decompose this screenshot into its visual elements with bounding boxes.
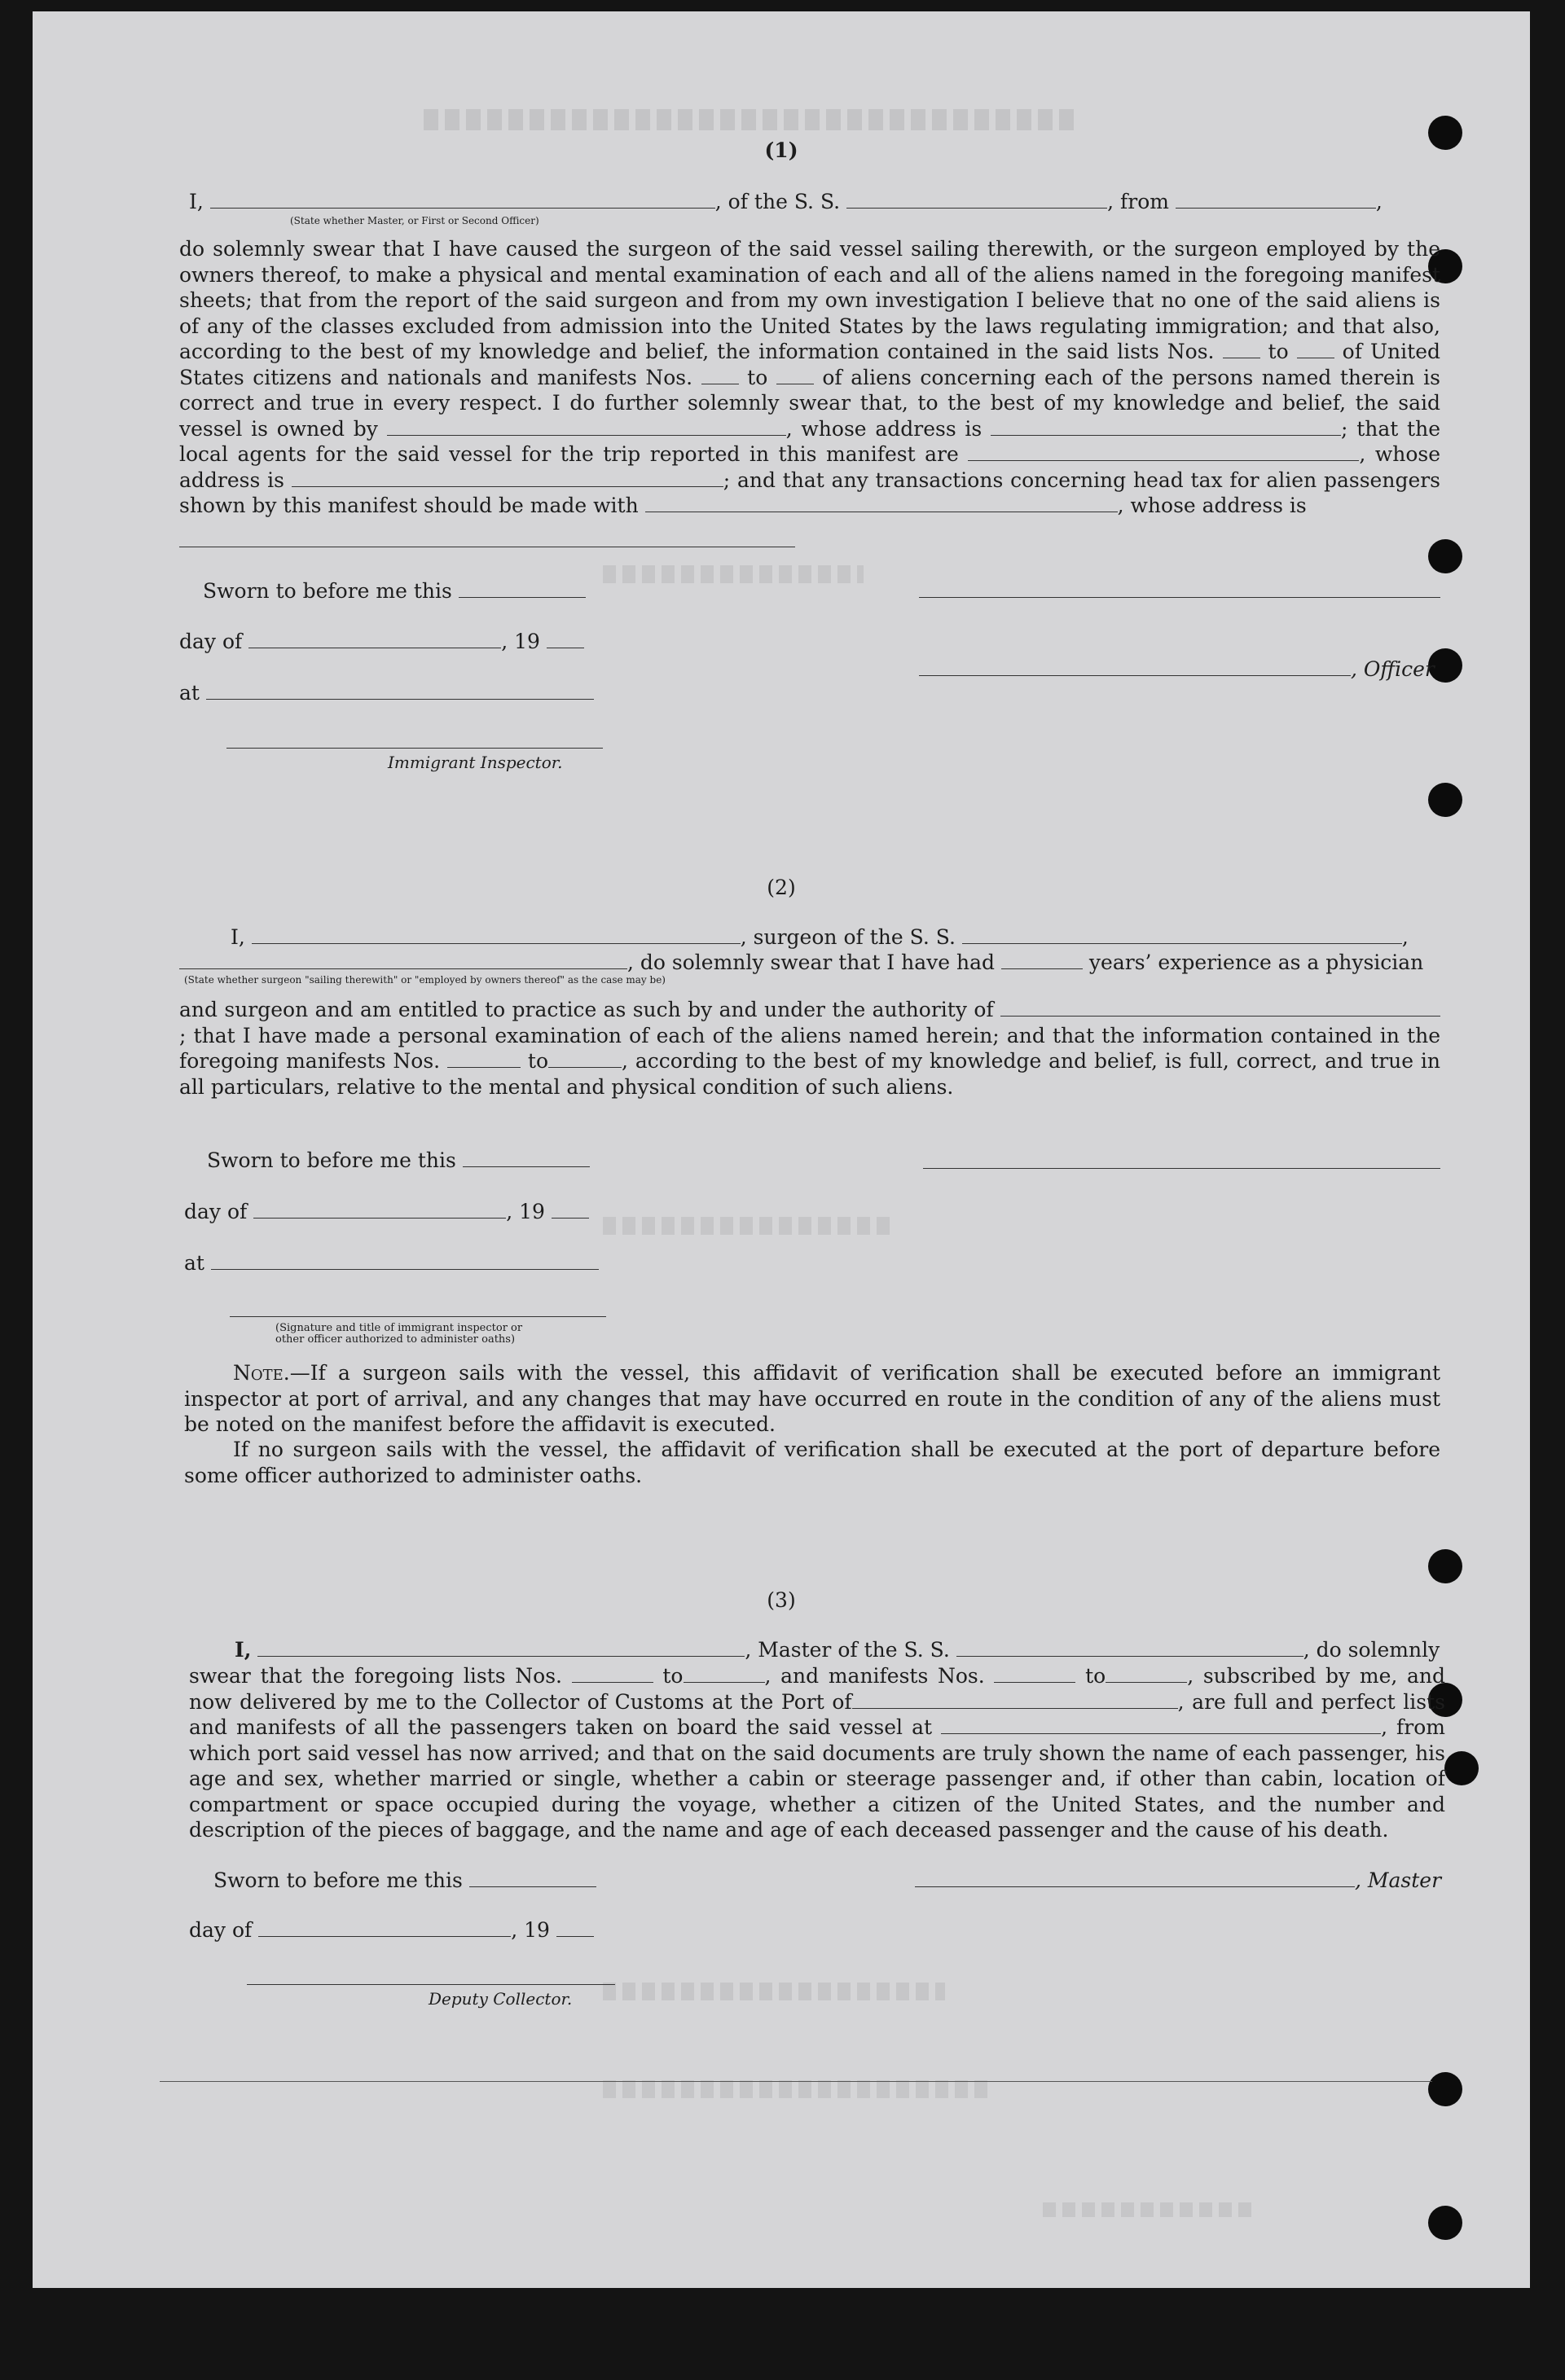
vessel-name-field[interactable] (846, 191, 1107, 209)
section-3-sworn: Sworn to before me this (213, 1868, 596, 1892)
form-page (33, 11, 1530, 2288)
signature-caption-line-1: (Signature and title of immigrant inspector or (275, 1322, 523, 1334)
inspector-signature-line[interactable] (226, 748, 603, 749)
section-2-heading: (2) (767, 876, 796, 899)
section-1-day-of: day of , 19 (179, 630, 584, 653)
section-1-line1: I, , of the S. S. , from , (189, 190, 1383, 213)
section-3-day-of: day of , 19 (189, 1918, 594, 1942)
officer-signature-line-1[interactable] (919, 597, 1440, 598)
alien-manifest-to-field[interactable] (776, 367, 814, 384)
bleed-through-text (603, 565, 864, 583)
officer-signature-field[interactable] (919, 659, 1351, 676)
master-signature-field[interactable] (915, 1870, 1355, 1887)
note-paragraph-2: If no surgeon sails with the vessel, the affidavit of verification shall be executed at the port of departure before some officer authorized to administer oaths. (184, 1438, 1440, 1487)
binder-hole (1428, 1549, 1462, 1583)
section-1-body: do solemnly swear that I have caused the surgeon of the said vessel sailing therewith, or the surgeon employed by the owners thereof, to make a physical and mental examination of each and all of the aliens named in the foregoing manifest sheets; that from the report of the said surgeon and from my own investigation I believe that no one of the said aliens is of any of the classes excluded from admission into the United States by the laws regulating immigration; and that also, according to the best of my knowledge and belief, the information contained in the said lists Nos. to of United States citizens and nationals and manifests Nos. to of aliens concerning each of the persons named therein is correct and true in every respect. I do further solemnly swear that, to the best of my knowledge and belief, the said vessel is owned by , whose address is ; that the local agents for the said vessel for the trip reported in this manifest are , whose address is ; and that any transactions concerning head tax for alien passengers shown by this manifest should be made with , whose address is (179, 237, 1441, 517)
surgeon-sworn-month-field[interactable] (253, 1201, 506, 1219)
section-2-day-of: day of , 19 (184, 1200, 589, 1223)
arrival-port-field[interactable] (852, 1692, 1178, 1709)
citizen-list-to-field[interactable] (1297, 341, 1334, 358)
deputy-collector-label: Deputy Collector. (429, 1989, 573, 2009)
section-1-heading: (1) (764, 138, 798, 162)
alien-manifest-from-field[interactable] (701, 367, 739, 384)
surgeon-vessel-field[interactable] (962, 927, 1402, 944)
deputy-collector-signature-line[interactable] (247, 1984, 615, 1985)
section-2-at: at (184, 1251, 599, 1275)
master-vessel-field[interactable] (956, 1640, 1303, 1657)
section-2-line2: , do solemnly swear that I have had years’ experience as a physician (179, 951, 1423, 974)
master-manifest-to-field[interactable] (1106, 1666, 1187, 1683)
signature-caption-line-2: other officer authorized to administer oaths) (275, 1333, 516, 1346)
section-2-body: and surgeon and am entitled to practice as such by and under the authority of ; that I have made a personal examination of each of the aliens named herein; and that the information contained in the foregoing manifests Nos. to , according to the best of my knowledge and belief, is full, correct, and true in all particulars, relative to the mental and physical condition of such aliens. (179, 998, 1441, 1099)
section-3-body: swear that the foregoing lists Nos. to , and manifests Nos. to , subscribed by me, and now delivered by me to the Collector of Customs at the Port of , are full and perfect lists and manifests of all the passengers taken on board the said vessel at , from which port said vessel has now arrived; and that on the said documents are truly shown the name of each passenger, his age and sex, whether married or single, whether a cabin or steerage passenger and, if other than cabin, location of compartment or space occupied during the voyage, whether a citizen of the United States, and the number and description of the pieces of baggage, and the name and age of each deceased passenger and the cause of his death. (189, 1664, 1446, 1842)
sworn-month-field[interactable] (248, 631, 501, 648)
master-manifest-from-field[interactable] (994, 1666, 1075, 1683)
head-tax-contact-field[interactable] (645, 495, 1118, 512)
agents-address-field[interactable] (292, 470, 723, 487)
note-paragraph: Note.—If a surgeon sails with the vessel, this affidavit of verification shall be executed before an immigrant inspector at port of arrival, and any changes that may have occurred en route in the condition of any of the aliens must be noted on the manifest before the affidavit is executed. (184, 1361, 1440, 1436)
binder-hole (1444, 1751, 1479, 1785)
section-3-line1: I, , Master of the S. S. , do solemnly (235, 1638, 1440, 1662)
authorized-officer-signature-line[interactable] (230, 1316, 606, 1317)
departure-port-field[interactable] (1176, 191, 1376, 209)
sworn-day-field[interactable] (459, 581, 586, 598)
surgeon-signature-line[interactable] (923, 1168, 1440, 1169)
binder-hole (1428, 2206, 1462, 2240)
section-1-officer-line: , Officer (919, 657, 1435, 681)
boarding-port-field[interactable] (941, 1717, 1381, 1734)
master-sworn-month-field[interactable] (258, 1920, 511, 1937)
sworn-year-field[interactable] (547, 631, 584, 648)
master-list-to-field[interactable] (684, 1666, 765, 1683)
bleed-through-text (603, 1217, 896, 1235)
officer-name-field[interactable] (210, 191, 715, 209)
bleed-through-text (603, 2080, 994, 2098)
owner-address-field[interactable] (991, 419, 1341, 436)
immigrant-inspector-label: Immigrant Inspector. (388, 753, 563, 772)
master-sworn-day-field[interactable] (469, 1870, 596, 1887)
bleed-through-text (603, 1983, 945, 2000)
bleed-through-text (1043, 2202, 1255, 2217)
section-1-at: at (179, 681, 594, 705)
bottom-rule (160, 2081, 1432, 2082)
master-name-field[interactable] (257, 1640, 745, 1657)
surgeon-type-field[interactable] (179, 952, 627, 969)
master-list-from-field[interactable] (572, 1666, 653, 1683)
section-2-line1: I, , surgeon of the S. S. , (231, 925, 1409, 949)
binder-hole (1428, 2072, 1462, 2106)
surgeon-sworn-year-field[interactable] (552, 1201, 589, 1219)
binder-hole (1428, 539, 1462, 573)
local-agents-field[interactable] (968, 444, 1359, 461)
section-3-master-line: , Master (915, 1868, 1441, 1892)
sworn-place-field[interactable] (206, 683, 594, 700)
practice-authority-field[interactable] (1000, 999, 1440, 1017)
citizen-list-from-field[interactable] (1223, 341, 1260, 358)
section-2-sworn: Sworn to before me this (207, 1148, 590, 1172)
bleed-through-text (424, 109, 1075, 130)
surgeon-manifest-to-field[interactable] (548, 1051, 622, 1068)
surgeon-type-caption: (State whether surgeon "sailing therewith" or "employed by owners thereof" as the case may be) (184, 974, 666, 986)
surgeon-sworn-day-field[interactable] (463, 1150, 590, 1167)
binder-hole (1428, 783, 1462, 817)
master-caption: (State whether Master, or First or Second Officer) (290, 215, 539, 226)
section-1-sworn: Sworn to before me this (203, 579, 586, 603)
years-experience-field[interactable] (1001, 952, 1083, 969)
section-3-heading: (3) (767, 1588, 796, 1612)
surgeon-name-field[interactable] (252, 927, 741, 944)
master-sworn-year-field[interactable] (556, 1920, 594, 1937)
surgeon-sworn-place-field[interactable] (211, 1253, 599, 1270)
surgeon-manifest-from-field[interactable] (447, 1051, 521, 1068)
owner-field[interactable] (387, 419, 786, 436)
